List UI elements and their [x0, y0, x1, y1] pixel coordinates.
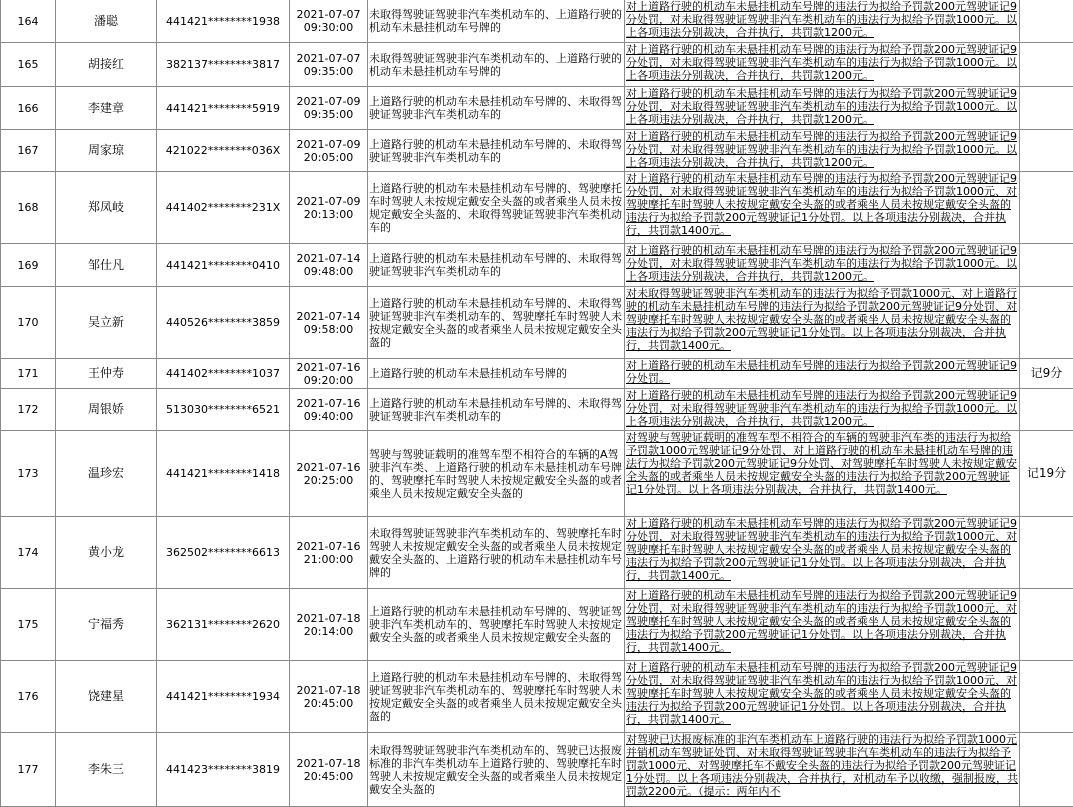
id-number: 441402********1037 — [157, 359, 290, 389]
person-name: 温珍宏 — [56, 431, 157, 517]
penalty-description: 对上道路行驶的机动车未悬挂机动车号牌的违法行为拟给予罚款200元驾驶证记9分处罚，对未取得驾驶证驾驶非汽车类机动车的违法行为拟给予罚款1000元、对驾驶摩托车时驾驶人未按规定戴安全头盔的或者乘坐人员未按规定戴安全头盔的违法行为拟给予罚款200元驾驶证记1分处罚。以上各项违法分别裁决，合并执行，共罚款1400元。 — [625, 517, 1020, 589]
table-row — [1, 87, 1073, 130]
id-number: 362131********2620 — [157, 589, 290, 661]
table-row — [1, 244, 1073, 287]
violation-time: 20:45:00 — [291, 770, 366, 783]
row-number: 169 — [1, 244, 56, 287]
violation-datetime — [290, 389, 368, 431]
id-number: 441421********1418 — [157, 431, 290, 517]
row-number: 171 — [1, 359, 56, 389]
penalty-description: 对上道路行驶的机动车未悬挂机动车号牌的违法行为拟给予罚款200元驾驶证记9分处罚，对未取得驾驶证驾驶非汽车类机动车的违法行为拟给予罚款1000元、对驾驶摩托车时驾驶人未按规定戴安全头盔的或者乘坐人员未按规定戴安全头盔的违法行为拟给予罚款200元驾驶证记1分处罚。以上各项违法分别裁决，合并执行，共罚款1400元。 — [625, 661, 1020, 733]
table-row — [1, 661, 1073, 733]
violation-datetime — [290, 517, 368, 589]
violation-datetime — [290, 43, 368, 87]
violation-description: 上道路行驶的机动车未悬挂机动车号牌的、未取得驾驶证驾驶非汽车类机动车的 — [368, 389, 625, 431]
points-deducted — [1020, 172, 1073, 244]
violation-datetime — [290, 87, 368, 130]
violation-description: 上道路行驶的机动车未悬挂机动车号牌的、未取得驾驶证驾驶非汽车类机动车的 — [368, 244, 625, 287]
id-number: 421022********036X — [157, 130, 290, 172]
person-name: 潘聪 — [56, 0, 157, 43]
penalty-description: 对上道路行驶的机动车未悬挂机动车号牌的违法行为拟给予罚款200元驾驶证记9分处罚，对未取得驾驶证驾驶非汽车类机动车的违法行为拟给予罚款1000元。以上各项违法分别裁决，合并执行，共罚款1200元。 — [625, 244, 1020, 287]
violation-description: 驾驶与驾驶证载明的准驾车型不相符合的车辆的A驾驶非汽车类、上道路行驶的机动车未悬挂机动车号牌的、驾驶摩托车时驾驶人未按规定戴安全头盔的或者乘坐人员未按规定戴安全头盔的 — [368, 431, 625, 517]
row-number: 167 — [1, 130, 56, 172]
points-deducted: 记9分 — [1020, 359, 1073, 389]
table-row — [1, 517, 1073, 589]
points-deducted — [1020, 244, 1073, 287]
violation-date: 2021-07-09 — [291, 95, 366, 108]
violation-description: 上道路行驶的机动车未悬挂机动车号牌的、未取得驾驶证驾驶非汽车类机动车的 — [368, 130, 625, 172]
violation-time: 20:45:00 — [291, 697, 366, 710]
points-deducted — [1020, 517, 1073, 589]
violation-time: 09:48:00 — [291, 265, 366, 278]
violation-description: 未取得驾驶证驾驶非汽车类机动车的、上道路行驶的机动车未悬挂机动车号牌的 — [368, 43, 625, 87]
table-row — [1, 733, 1073, 807]
row-number: 173 — [1, 431, 56, 517]
violation-date: 2021-07-16 — [291, 397, 366, 410]
penalty-description: 对上道路行驶的机动车未悬挂机动车号牌的违法行为拟给予罚款200元驾驶证记9分处罚，对未取得驾驶证驾驶非汽车类机动车的违法行为拟给予罚款1000元。以上各项违法分别裁决，合并执行，共罚款1200元。 — [625, 130, 1020, 172]
row-number: 165 — [1, 43, 56, 87]
table-row — [1, 0, 1073, 43]
points-deducted — [1020, 0, 1073, 43]
penalty-description: 对上道路行驶的机动车未悬挂机动车号牌的违法行为拟给予罚款200元驾驶证记9分处罚。 — [625, 359, 1020, 389]
violation-datetime — [290, 661, 368, 733]
violation-date: 2021-07-16 — [291, 461, 366, 474]
table-row — [1, 359, 1073, 389]
violation-datetime — [290, 431, 368, 517]
violation-date: 2021-07-18 — [291, 684, 366, 697]
points-deducted — [1020, 287, 1073, 359]
person-name: 邹仕凡 — [56, 244, 157, 287]
person-name: 胡接红 — [56, 43, 157, 87]
violation-date: 2021-07-16 — [291, 540, 366, 553]
points-deducted — [1020, 87, 1073, 130]
violation-description: 未取得驾驶证驾驶非汽车类机动车的、上道路行驶的机动车未悬挂机动车号牌的 — [368, 0, 625, 43]
id-number: 440526********3859 — [157, 287, 290, 359]
violation-time: 09:58:00 — [291, 323, 366, 336]
row-number: 166 — [1, 87, 56, 130]
violation-time: 20:25:00 — [291, 474, 366, 487]
points-deducted — [1020, 43, 1073, 87]
violation-time: 20:05:00 — [291, 151, 366, 164]
violation-date: 2021-07-16 — [291, 361, 366, 374]
penalty-description: 对上道路行驶的机动车未悬挂机动车号牌的违法行为拟给予罚款200元驾驶证记9分处罚，对未取得驾驶证驾驶非汽车类机动车的违法行为拟给予罚款1000元。以上各项违法分别裁决，合并执行，共罚款1200元。 — [625, 389, 1020, 431]
points-deducted — [1020, 733, 1073, 807]
violation-datetime — [290, 589, 368, 661]
violation-date: 2021-07-14 — [291, 252, 366, 265]
penalty-description: 对上道路行驶的机动车未悬挂机动车号牌的违法行为拟给予罚款200元驾驶证记9分处罚，对未取得驾驶证驾驶非汽车类机动车的违法行为拟给予罚款1000元。以上各项违法分别裁决，合并执行，共罚款1200元。 — [625, 43, 1020, 87]
id-number: 441421********1934 — [157, 661, 290, 733]
row-number: 170 — [1, 287, 56, 359]
table-row — [1, 287, 1073, 359]
points-deducted — [1020, 661, 1073, 733]
violation-description: 上道路行驶的机动车未悬挂机动车号牌的、未取得驾驶证驾驶非汽车类机动车的、驾驶摩托车时驾驶人未按规定戴安全头盔的或者乘坐人员未按规定戴安全头盔的 — [368, 287, 625, 359]
id-number: 441423********3819 — [157, 733, 290, 807]
id-number: 441421********1938 — [157, 0, 290, 43]
row-number: 172 — [1, 389, 56, 431]
id-number: 441402********231X — [157, 172, 290, 244]
table-row — [1, 589, 1073, 661]
violation-time: 20:13:00 — [291, 208, 366, 221]
id-number: 513030********6521 — [157, 389, 290, 431]
points-deducted: 记19分 — [1020, 431, 1073, 517]
violation-description: 上道路行驶的机动车未悬挂机动车号牌的、驾驶摩托车时驾驶人未按规定戴安全头盔的或者乘坐人员未按规定戴安全头盔的、未取得驾驶证驾驶非汽车类机动车的 — [368, 172, 625, 244]
penalty-description: 对上道路行驶的机动车未悬挂机动车号牌的违法行为拟给予罚款200元驾驶证记9分处罚，对未取得驾驶证驾驶非汽车类机动车的违法行为拟给予罚款1000元、对驾驶摩托车时驾驶人未按规定戴安全头盔的或者乘坐人员未按规定戴安全头盔的违法行为拟给予罚款200元驾驶证记1分处罚。以上各项违法分别裁决，合并执行，共罚款1400元。 — [625, 589, 1020, 661]
person-name: 李朱三 — [56, 733, 157, 807]
person-name: 黄小龙 — [56, 517, 157, 589]
table-row — [1, 431, 1073, 517]
penalty-description: 对上道路行驶的机动车未悬挂机动车号牌的违法行为拟给予罚款200元驾驶证记9分处罚，对未取得驾驶证驾驶非汽车类机动车的违法行为拟给予罚款1000元。以上各项违法分别裁决，合并执行，共罚款1200元。 — [625, 87, 1020, 130]
person-name: 李建章 — [56, 87, 157, 130]
violation-time: 21:00:00 — [291, 553, 366, 566]
person-name: 周银娇 — [56, 389, 157, 431]
violation-datetime — [290, 733, 368, 807]
violation-datetime — [290, 287, 368, 359]
penalty-description: 对上道路行驶的机动车未悬挂机动车号牌的违法行为拟给予罚款200元驾驶证记9分处罚，对未取得驾驶证驾驶非汽车类机动车的违法行为拟给予罚款1000元。以上各项违法分别裁决，合并执行，共罚款1200元。 — [625, 0, 1020, 43]
person-name: 吴立新 — [56, 287, 157, 359]
table-row — [1, 389, 1073, 431]
violation-time: 20:14:00 — [291, 625, 366, 638]
row-number: 176 — [1, 661, 56, 733]
violation-description: 上道路行驶的机动车未悬挂机动车号牌的、驾驶证驾驶非汽车类机动车的、驾驶摩托车时驾驶人未按规定戴安全头盔的或者乘坐人员未按规定戴安全头盔的 — [368, 589, 625, 661]
violation-time: 09:30:00 — [291, 21, 366, 34]
row-number: 168 — [1, 172, 56, 244]
id-number: 441421********5919 — [157, 87, 290, 130]
violation-datetime — [290, 244, 368, 287]
violation-datetime — [290, 359, 368, 389]
violation-time: 09:20:00 — [291, 374, 366, 387]
violation-datetime — [290, 0, 368, 43]
violation-description: 上道路行驶的机动车未悬挂机动车号牌的、未取得驾驶证驾驶非汽车类机动车的 — [368, 87, 625, 130]
violation-date: 2021-07-09 — [291, 138, 366, 151]
violation-time: 09:35:00 — [291, 108, 366, 121]
penalty-description: 对驾驶已达报废标准的非汽车类机动车上道路行驶的违法行为拟给予罚款1000元并销机动车驾驶证处罚、对未取得驾驶证驾驶非汽车类机动车的违法行为拟给予罚款1000元、对驾驶摩托车不戴安全头盔的违法行为拟给予罚款200元驾驶证记1分处罚。以上各项违法分别裁决，合并执行，对机动车予以收缴，强制报废，共罚款2200元。（提示：两年内不 — [625, 733, 1020, 807]
table-row — [1, 43, 1073, 87]
penalty-description: 对驾驶与驾驶证载明的准驾车型不相符合的车辆的驾驶非汽车类的违法行为拟给予罚款1000元驾驶证记9分处罚、对上道路行驶的机动车未悬挂机动车号牌的违法行为拟给予罚款200元驾驶证记9分处罚、对驾驶摩托车时驾驶人未按规定戴安全头盔的或者乘坐人员未按规定戴安全头盔的违法行为拟给予罚款200元驾驶证记1分处罚。以上各项违法分别裁决，合并执行，共罚款1400元。 — [625, 431, 1020, 517]
points-deducted — [1020, 389, 1073, 431]
violation-time: 09:35:00 — [291, 65, 366, 78]
violation-description: 上道路行驶的机动车未悬挂机动车号牌的、未取得驾驶证驾驶非汽车类机动车的、驾驶摩托车时驾驶人未按规定戴安全头盔的或者乘坐人员未按规定戴安全头盔的 — [368, 661, 625, 733]
violation-date: 2021-07-09 — [291, 195, 366, 208]
person-name: 王仲寿 — [56, 359, 157, 389]
penalty-description: 对未取得驾驶证驾驶非汽车类机动车的违法行为拟给予罚款1000元、对上道路行驶的机动车未悬挂机动车号牌的违法行为拟给予罚款200元驾驶证记9分处罚、对驾驶摩托车时驾驶人未按规定戴安全头盔的或者乘坐人员未按规定戴安全头盔的违法行为拟给予罚款200元驾驶证记1分处罚。以上各项违法分别裁决，合并执行，共罚款1400元。 — [625, 287, 1020, 359]
row-number: 164 — [1, 0, 56, 43]
violation-date: 2021-07-07 — [291, 8, 366, 21]
row-number: 175 — [1, 589, 56, 661]
violation-description: 上道路行驶的机动车未悬挂机动车号牌的 — [368, 359, 625, 389]
violation-datetime — [290, 172, 368, 244]
violation-datetime — [290, 130, 368, 172]
violation-description: 未取得驾驶证驾驶非汽车类机动车的、驾驶摩托车时驾驶人未按规定戴安全头盔的或者乘坐人员未按规定戴安全头盔的、上道路行驶的机动车未悬挂机动车号牌的 — [368, 517, 625, 589]
points-deducted — [1020, 589, 1073, 661]
violation-description: 未取得驾驶证驾驶非汽车类机动车的、驾驶已达报废标准的非汽车类机动车上道路行驶的、驾驶摩托车时驾驶人未按规定戴安全头盔的或者乘坐人员未按规定戴安全头盔的 — [368, 733, 625, 807]
row-number: 177 — [1, 733, 56, 807]
table-row — [1, 172, 1073, 244]
row-number: 174 — [1, 517, 56, 589]
person-name: 宁福秀 — [56, 589, 157, 661]
id-number: 362502********6613 — [157, 517, 290, 589]
violation-date: 2021-07-07 — [291, 52, 366, 65]
violation-date: 2021-07-14 — [291, 310, 366, 323]
penalty-description: 对上道路行驶的机动车未悬挂机动车号牌的违法行为拟给予罚款200元驾驶证记9分处罚，对未取得驾驶证驾驶非汽车类机动车的违法行为拟给予罚款1000元、对驾驶摩托车时驾驶人未按规定戴安全头盔的或者乘坐人员未按规定戴安全头盔的违法行为拟给予罚款200元驾驶证记1分处罚。以上各项违法分别裁决，合并执行，共罚款1400元。 — [625, 172, 1020, 244]
person-name: 郑凤岐 — [56, 172, 157, 244]
person-name: 周家琼 — [56, 130, 157, 172]
id-number: 382137********3817 — [157, 43, 290, 87]
person-name: 饶建星 — [56, 661, 157, 733]
id-number: 441421********0410 — [157, 244, 290, 287]
violation-time: 09:40:00 — [291, 410, 366, 423]
points-deducted — [1020, 130, 1073, 172]
violation-date: 2021-07-18 — [291, 757, 366, 770]
violation-date: 2021-07-18 — [291, 612, 366, 625]
table-row — [1, 130, 1073, 172]
